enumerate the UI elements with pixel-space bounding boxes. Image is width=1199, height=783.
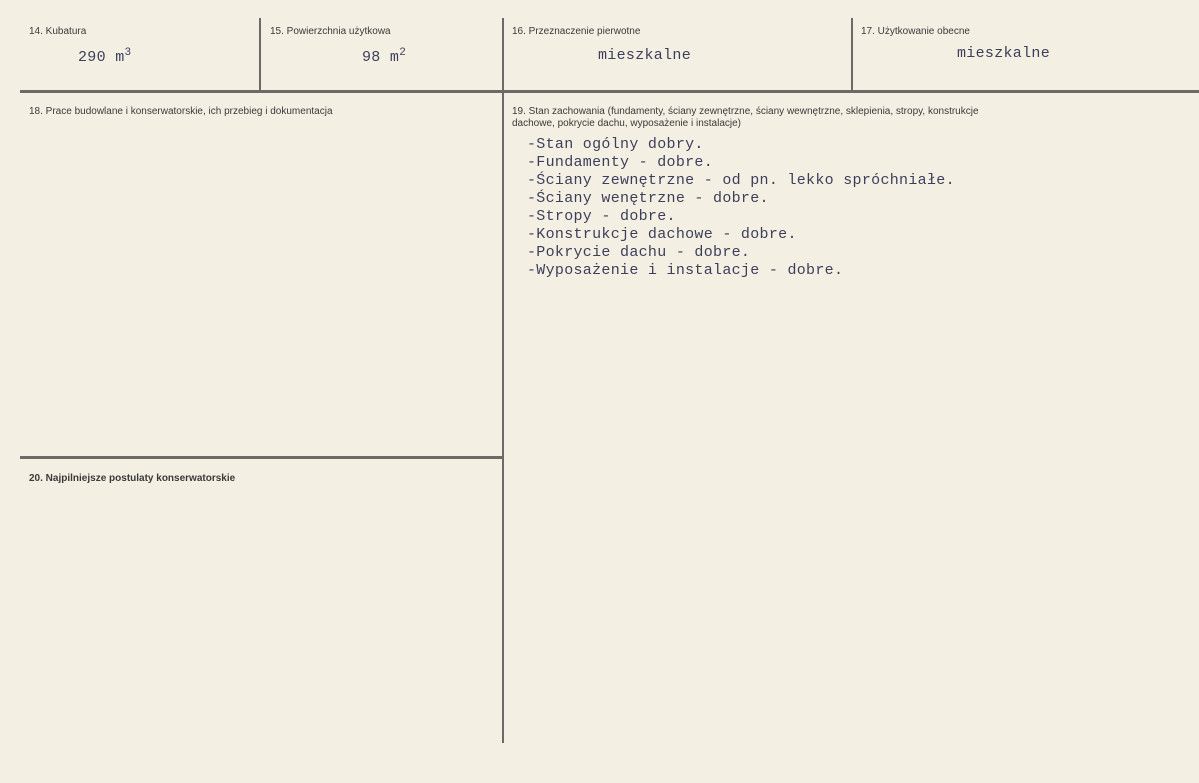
divider-15-16	[502, 18, 504, 91]
powierzchnia-exponent: 2	[399, 47, 407, 59]
field-label-powierzchnia: 15. Powierzchnia użytkowa	[270, 26, 391, 37]
field-value-uzytkowanie: mieszkalne	[957, 45, 1051, 62]
stan-item: -Konstrukcje dachowe - dobre.	[527, 226, 797, 243]
field-label-stan: 19. Stan zachowania (fundamenty, ściany zewnętrzne, ściany wewnętrzne, sklepienia, stropy, konstrukcje dachowe, pokrycie dachu, wyposażenie i instalacje)	[512, 106, 979, 129]
field-label-uzytkowanie: 17. Użytkowanie obecne	[861, 26, 970, 37]
field-value-przeznaczenie: mieszkalne	[598, 47, 692, 64]
field-label-postulaty: 20. Najpilniejsze postulaty konserwatorskie	[29, 473, 236, 484]
section-18-20-rule	[20, 456, 502, 459]
field-label-kubatura: 14. Kubatura	[29, 26, 87, 37]
stan-zachowania-list	[527, 136, 955, 280]
kubatura-exponent: 3	[124, 47, 132, 59]
stan-item: -Ściany wenętrzne - dobre.	[527, 190, 769, 207]
stan-item: -Pokrycie dachu - dobre.	[527, 244, 751, 261]
stan-item: -Stan ogólny dobry.	[527, 136, 704, 153]
field-value-kubatura	[78, 47, 131, 66]
stan-item: -Fundamenty - dobre.	[527, 154, 714, 171]
top-row-bottom-rule	[20, 90, 1199, 93]
field-value-powierzchnia	[362, 47, 406, 66]
field-label-prace: 18. Prace budowlane i konserwatorskie, ich przebieg i dokumentacja	[29, 106, 333, 117]
kubatura-value: 290 m	[78, 49, 125, 66]
field-label-przeznaczenie: 16. Przeznaczenie pierwotne	[512, 26, 641, 37]
stan-item: -Wyposażenie i instalacje - dobre.	[527, 262, 844, 279]
divider-16-17	[851, 18, 853, 91]
powierzchnia-value: 98 m	[362, 49, 400, 66]
stan-item: -Ściany zewnętrzne - od pn. lekko spróchniałe.	[527, 172, 955, 189]
stan-item: -Stropy - dobre.	[527, 208, 676, 225]
main-column-divider	[502, 93, 504, 743]
divider-14-15	[259, 18, 261, 91]
